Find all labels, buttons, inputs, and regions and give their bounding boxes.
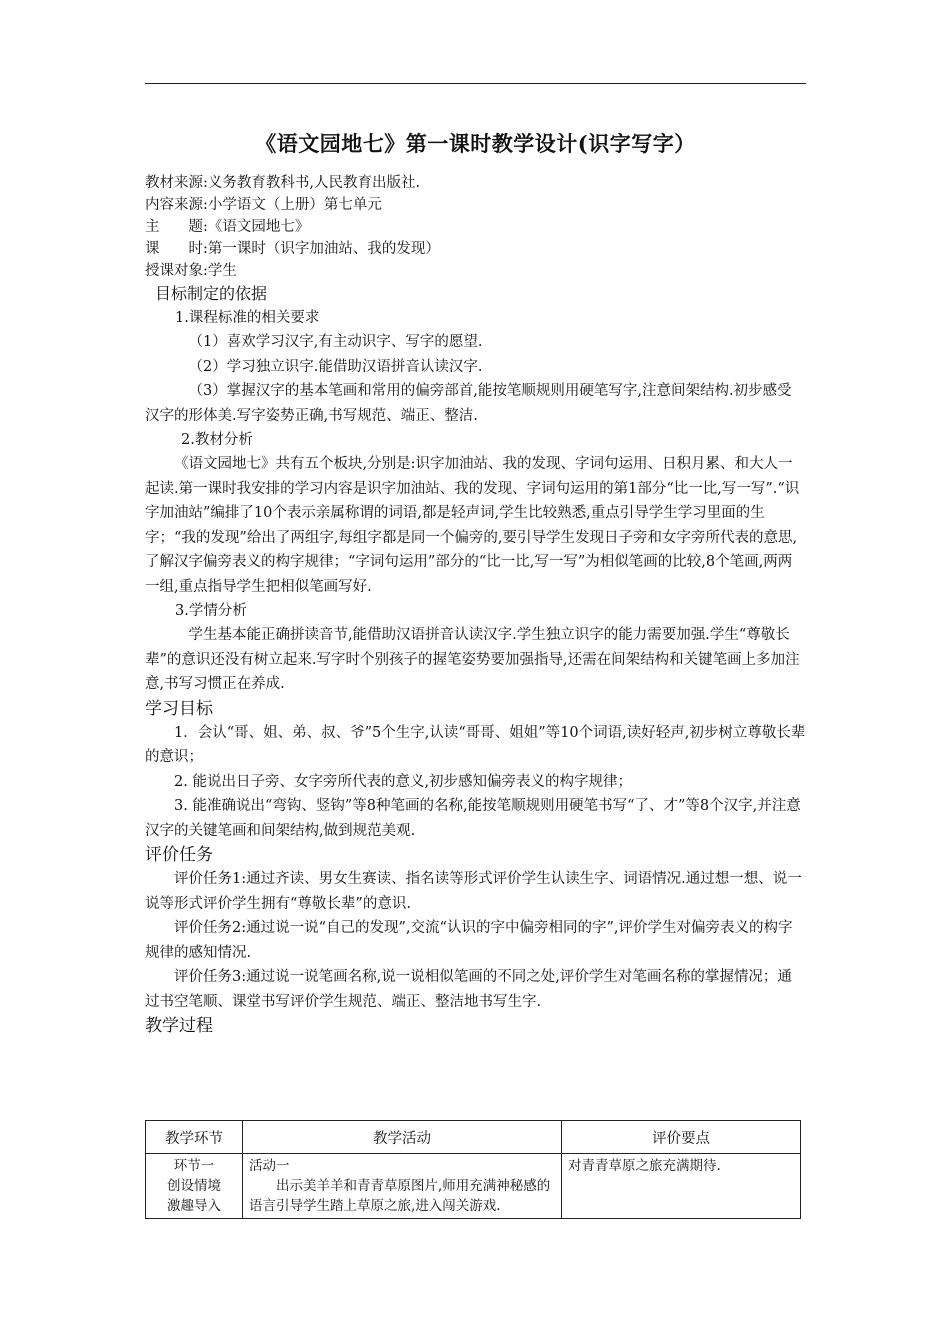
meta-topic: 主题:《语文园地七》 — [145, 219, 310, 235]
meta-audience: 授课对象:学生 — [145, 263, 237, 279]
document-body — [145, 128, 806, 1038]
header-rule — [145, 83, 806, 84]
header-point: 评价要点 — [562, 1121, 801, 1154]
meta-period: 课时:第一课时（识字加油站、我的发现） — [145, 241, 440, 257]
basis-heading: 目标制定的依据 — [155, 284, 268, 303]
cell-stage: 环节一 创设情境 激趣导入 — [146, 1154, 243, 1219]
goals-heading: 学习目标 — [145, 698, 213, 719]
basis-s3-text: 学生基本能正确拼读音节,能借助汉语拼音认读汉字.学生独立识字的能力需要加强.学生“尊敬长辈”的意识还没有树立起来.写字时个别孩子的握笔姿势要加强指导,还需在间架结构和关键笔画上多加注意,书写习惯正在养成. — [145, 627, 800, 692]
process-table — [145, 1120, 801, 1219]
goal-item-1: 1．会认“哥、姐、弟、叔、爷”5个生字,认读“哥哥、姐姐”等10个词语,读好轻声,初步树立尊敬长辈的意识； — [145, 724, 806, 765]
meta-source: 教材来源:义务教育教科书,人民教育出版社. — [145, 175, 421, 191]
cell-activity: 活动一 出示美羊羊和青青草原图片,师用充满神秘感的语言引导学生踏上草原之旅,进入闯关游戏. — [243, 1154, 562, 1219]
table-row — [146, 1154, 801, 1219]
task-item-2: 评价任务2:通过说一说“自己的发现”,交流“认识的字中偏旁相同的字”,评价学生对偏旁表义的构字规律的感知情况. — [145, 920, 793, 961]
table-header-row — [146, 1121, 801, 1154]
goal-item-3: 3. 能准确说出“弯钩、竖钩”等8种笔画的名称,能按笔顺规则用硬笔书写“了、才”等8个汉字,并注意汉字的关键笔画和间架结构,做到规范美观. — [145, 798, 801, 839]
process-heading: 教学过程 — [145, 1016, 213, 1036]
basis-s2-title: 2.教材分析 — [181, 432, 253, 448]
cell-point: 对青青草原之旅充满期待. — [562, 1154, 801, 1219]
basis-s3-title: 3.学情分析 — [175, 603, 247, 619]
basis-s1-item-2: （2）学习独立识字.能借助汉语拼音认读汉字. — [188, 358, 483, 375]
header-stage: 教学环节 — [146, 1121, 243, 1154]
basis-s1-title: 1.课程标准的相关要求 — [175, 310, 320, 326]
task-item-1: 评价任务1:通过齐读、男女生赛读、指名读等形式评价学生认读生字、词语情况.通过想一想、说一说等形式评价学生拥有“尊敬长辈”的意识. — [145, 871, 802, 912]
header-activity: 教学活动 — [243, 1121, 562, 1154]
page-title: 《语文园地七》第一课时教学设计(识字写字） — [255, 131, 696, 156]
task-item-3: 评价任务3:通过说一说笔画名称,说一说相似笔画的不同之处,评价学生对笔画名称的掌握情况；通过书空笔顺、课堂书写评价学生规范、端正、整洁地书写生字. — [145, 969, 792, 1010]
basis-s2-text: 《语文园地七》共有五个板块,分别是:识字加油站、我的发现、字词句运用、日积月累、和大人一起读.第一课时我安排的学习内容是识字加油站、我的发现、字词句运用的第1部分“比一比,写一写”.“识字加油站”编排了10个表示亲属称谓的词语,都是轻声词,学生比较熟悉,重点引导学生学习里面的生字；“我的发现”给出了两组字,每组字都是同一个偏旁的,要引导学生发现日子旁和女字旁所代表的意思,了解汉字偏旁表义的构字规律；“字词句运用”部分的“比一比,写一写”为相似笔画的比较,8个笔画,两两一组,重点指导学生把相似笔画写好. — [145, 456, 800, 595]
meta-content: 内容来源:小学语文（上册）第七单元 — [145, 197, 382, 213]
basis-s1-item-3: （3）掌握汉字的基本笔画和常用的偏旁部首,能按笔顺规则用硬笔写字,注意间架结构.初步感受汉字的形体美.写字姿势正确,书写规范、端正、整洁. — [145, 383, 792, 424]
tasks-heading: 评价任务 — [145, 845, 213, 865]
goal-item-2: 2. 能说出日子旁、女字旁所代表的意义,初步感知偏旁表义的构字规律； — [174, 773, 633, 790]
basis-s1-item-1: （1）喜欢学习汉字,有主动识字、写字的愿望. — [188, 334, 483, 350]
